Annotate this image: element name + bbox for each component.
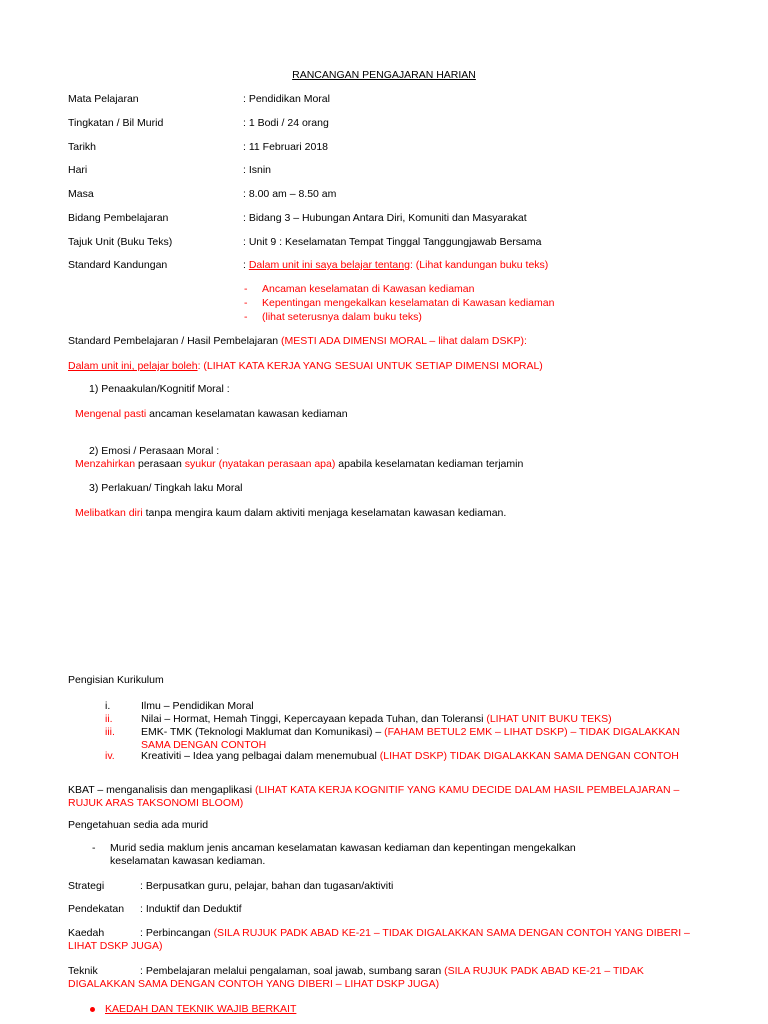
day-value: : Isnin [243, 164, 272, 176]
content-item: (lihat seterusnya dalam buku teks) [262, 311, 422, 323]
day-label: Hari [68, 164, 88, 176]
time-label: Masa [68, 188, 94, 200]
date-label: Tarikh [68, 141, 97, 153]
prior-knowledge-heading: Pengetahuan sedia ada murid [68, 819, 209, 831]
hots-note: (LIHAT KATA KERJA KOGNITIF YANG KAMU DECIDE DALAM HASIL PEMBELAJARAN – RUJUK ARAS TAKSONOMI BLOOM) [68, 784, 680, 809]
curriculum-item-note: (LIHAT UNIT BUKU TEKS) [486, 713, 612, 725]
dimension-heading: 2) Emosi / Perasaan Moral : [89, 445, 220, 457]
dimension-feeling: syukur (nyatakan perasaan apa) [184, 458, 336, 470]
form-label: Tingkatan / Bil Murid [68, 117, 164, 129]
curriculum-item-text: Kreativiti – Idea yang pelbagai dalam menemubual [141, 750, 380, 762]
curriculum-item-number: i. [105, 700, 111, 712]
dimension-verb: Menzahirkan [75, 458, 136, 470]
dash-marker: - [92, 842, 96, 854]
dimension-verb: Mengenal pasti [75, 408, 147, 420]
approach-value: : Induktif dan Deduktif [140, 903, 242, 915]
dash-marker: - [244, 311, 248, 323]
page-title: RANCANGAN PENGAJARAN HARIAN [292, 69, 476, 81]
technique-paragraph [68, 965, 698, 991]
curriculum-item-number: iii. [105, 726, 115, 738]
content-standard-line [243, 259, 548, 272]
curriculum-item [141, 713, 612, 726]
bullet-icon [90, 1007, 95, 1012]
unit-label: Tajuk Unit (Buku Teks) [68, 236, 173, 248]
method-label: Kaedah [68, 927, 105, 939]
content-item: Kepentingan mengekalkan keselamatan di Kawasan kediaman [262, 297, 555, 309]
hots-paragraph [68, 784, 704, 810]
content-standard-underlined: Dalam unit ini saya belajar tentang [248, 259, 410, 271]
curriculum-item-text: EMK- TMK (Teknologi Maklumat dan Komunikasi) – [141, 726, 385, 738]
unit-value: : Unit 9 : Keselamatan Tempat Tinggal Tanggungjawab Bersama [243, 236, 542, 248]
content-standard-label: Standard Kandungan [68, 259, 168, 271]
method-paragraph [68, 927, 698, 953]
curriculum-item-text: Nilai – Hormat, Hemah Tinggi, Kepercayaan kepada Tuhan, dan Toleransi [141, 713, 487, 725]
dimension-text: perasaan [135, 458, 185, 470]
hots-text: KBAT – menganalisis dan mengaplikasi [68, 784, 255, 796]
dimension-line [75, 507, 506, 520]
curriculum-item [141, 700, 254, 713]
learning-standard-line [68, 335, 527, 348]
technique-note: (SILA RUJUK PADK ABAD KE-21 – TIDAK DIGALAKKAN SAMA DENGAN CONTOH YANG DIBERI – LIHAT DSKP JUGA) [68, 965, 644, 990]
content-standard-note: : (Lihat kandungan buku teks) [409, 259, 549, 271]
method-note: (SILA RUJUK PADK ABAD KE-21 – TIDAK DIGALAKKAN SAMA DENGAN CONTOH YANG DIBERI – LIHAT DSKP JUGA) [68, 927, 690, 952]
content-item: Ancaman keselamatan di Kawasan kediaman [262, 283, 475, 295]
time-value: : 8.00 am – 8.50 am [243, 188, 337, 200]
dimension-line [75, 458, 523, 471]
subject-label: Mata Pelajaran [68, 93, 139, 105]
strategy-label: Strategi [68, 880, 105, 892]
curriculum-heading: Pengisian Kurikulum [68, 674, 164, 686]
field-value: : Bidang 3 – Hubungan Antara Diri, Komuniti dan Masyarakat [243, 212, 527, 224]
approach-label: Pendekatan [68, 903, 125, 915]
dimension-verb: Melibatkan diri [75, 507, 143, 519]
prior-knowledge-text: Murid sedia maklum jenis ancaman keselamatan kawasan kediaman dan kepentingan mengekalkan keselamatan kawasan kediaman. [110, 842, 576, 867]
unit-objective-line [68, 360, 543, 373]
unit-objective-underlined: Dalam unit ini, pelajar boleh [68, 360, 198, 372]
dimension-heading: 3) Perlakuan/ Tingkah laku Moral [89, 482, 243, 494]
strategy-value: : Berpusatkan guru, pelajar, bahan dan tugasan/aktiviti [140, 880, 394, 892]
learning-standard-note: (MESTI ADA DIMENSI MORAL – lihat dalam DSKP): [281, 335, 527, 347]
unit-objective-note: : (LIHAT KATA KERJA YANG SESUAI UNTUK SETIAP DIMENSI MORAL) [197, 360, 543, 372]
curriculum-item [141, 726, 701, 752]
curriculum-item-note: (FAHAM BETUL2 EMK – LIHAT DSKP) – TIDAK DIGALAKKAN SAMA DENGAN CONTOH [141, 726, 680, 751]
content-standard-colon: : [243, 259, 246, 271]
form-value: : 1 Bodi / 24 orang [243, 117, 329, 129]
dimension-line [75, 408, 348, 421]
learning-standard-label: Standard Pembelajaran / Hasil Pembelajaran [68, 335, 282, 347]
dimension-text: ancaman keselamatan kawasan kediaman [146, 408, 348, 420]
field-label: Bidang Pembelajaran [68, 212, 169, 224]
date-value: : 11 Februari 2018 [243, 141, 329, 153]
curriculum-item-number: ii. [105, 713, 113, 725]
curriculum-item-note: (LIHAT DSKP) TIDAK DIGALAKKAN SAMA DENGAN CONTOH [379, 750, 679, 762]
dash-marker: - [244, 283, 248, 295]
subject-value: : Pendidikan Moral [243, 93, 330, 105]
technique-label: Teknik [68, 965, 98, 977]
curriculum-item [141, 750, 679, 763]
dimension-text: apabila keselamatan kediaman terjamin [335, 458, 524, 470]
dimension-heading: 1) Penaakulan/Kognitif Moral : [89, 383, 230, 395]
curriculum-item-text: Ilmu – Pendidikan Moral [141, 700, 254, 712]
curriculum-item-number: iv. [105, 750, 115, 762]
dimension-text: tanpa mengira kaum dalam aktiviti menjaga keselamatan kawasan kediaman. [142, 507, 507, 519]
dash-marker: - [244, 297, 248, 309]
method-value: : Perbincangan [140, 927, 214, 939]
technique-value: : Pembelajaran melalui pengalaman, soal jawab, sumbang saran [140, 965, 445, 977]
footer-bullet-text: KAEDAH DAN TEKNIK WAJIB BERKAIT [105, 1003, 297, 1015]
